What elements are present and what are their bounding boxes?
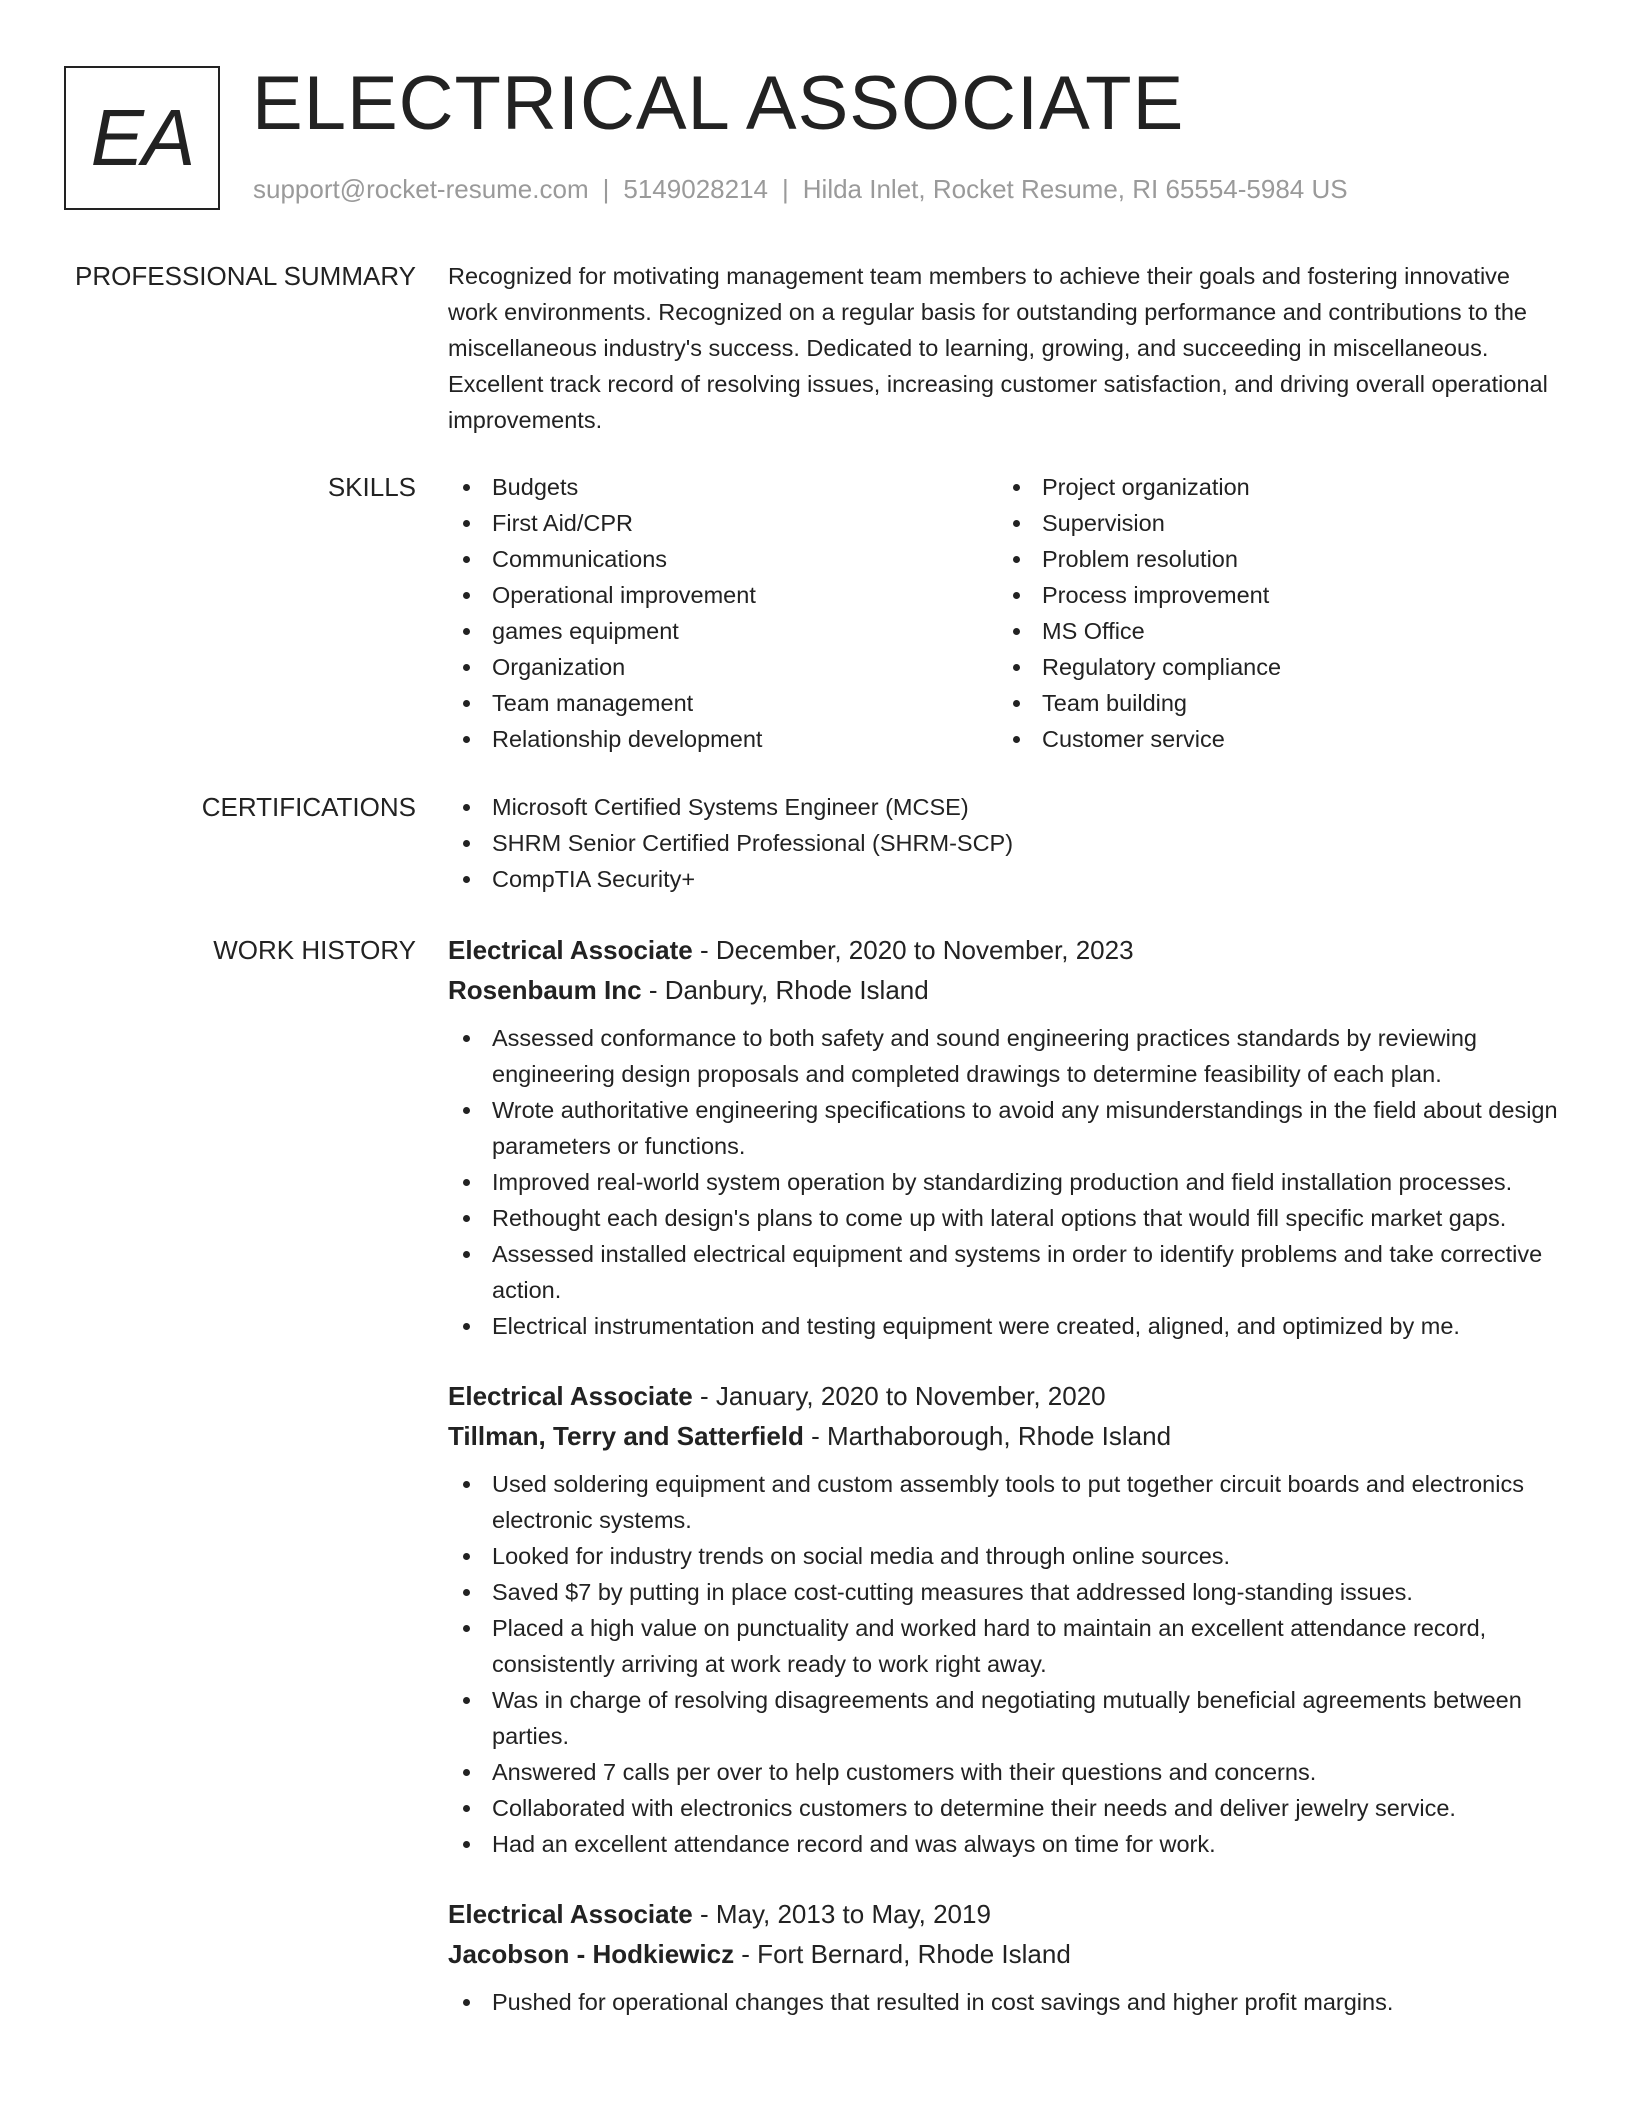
contact-phone: 5149028214: [623, 174, 768, 204]
job-bullet: Used soldering equipment and custom assembly tools to put together circuit boards and electronics electronic systems.: [448, 1466, 1558, 1538]
skill-item: Customer service: [998, 721, 1548, 757]
job-company: Rosenbaum Inc: [448, 975, 642, 1005]
job-bullet: Assessed installed electrical equipment and systems in order to identify problems and take corrective action.: [448, 1236, 1558, 1308]
summary-text: Recognized for motivating management team members to achieve their goals and fostering innovative work environments. Recognized on a regular basis for outstanding performance and contributions to the miscellaneous industry's success. Dedicated to learning, growing, and succeeding in miscellaneous. Excellent track record of resolving issues, increasing customer satisfaction, and driving overall operational improvements.: [448, 263, 1548, 433]
contact-separator: |: [602, 174, 610, 204]
job-title-line: [448, 1376, 1558, 1416]
skills-column-right: [998, 469, 1548, 757]
skill-item: Regulatory compliance: [998, 649, 1548, 685]
skills-column-left: [448, 469, 998, 757]
job-entry: [448, 1376, 1558, 1862]
job-title: Electrical Associate: [448, 1381, 693, 1411]
job-company-line: [448, 1934, 1558, 1974]
resume-header: [64, 61, 1564, 210]
skill-item: Process improvement: [998, 577, 1548, 613]
job-bullet: Electrical instrumentation and testing equipment were created, aligned, and optimized by me.: [448, 1308, 1558, 1344]
job-bullet: Had an excellent attendance record and was always on time for work.: [448, 1826, 1558, 1862]
job-bullet: Looked for industry trends on social media and through online sources.: [448, 1538, 1558, 1574]
skills-heading: SKILLS: [327, 472, 416, 502]
job-title-line: [448, 930, 1558, 970]
job-bullets: [448, 1020, 1558, 1344]
skill-item: Communications: [448, 541, 998, 577]
job-bullet: Answered 7 calls per over to help customers with their questions and concerns.: [448, 1754, 1558, 1790]
certifications-list: [448, 789, 1558, 897]
job-company: Tillman, Terry and Satterfield: [448, 1421, 804, 1451]
certification-item: Microsoft Certified Systems Engineer (MCSE): [448, 789, 1558, 825]
job-entry: [448, 1894, 1558, 2020]
job-bullet: Wrote authoritative engineering specifications to avoid any misunderstandings in the field about design parameters or functions.: [448, 1092, 1558, 1164]
job-company: Jacobson - Hodkiewicz: [448, 1939, 735, 1969]
job-bullet: Pushed for operational changes that resulted in cost savings and higher profit margins.: [448, 1984, 1558, 2020]
resume-name: ELECTRICAL ASSOCIATE: [252, 61, 1185, 146]
certifications-heading: CERTIFICATIONS: [201, 792, 416, 822]
job-dates: - May, 2013 to May, 2019: [692, 1899, 991, 1929]
job-bullet: Was in charge of resolving disagreements and negotiating mutually beneficial agreements between parties.: [448, 1682, 1558, 1754]
certification-item: CompTIA Security+: [448, 861, 1558, 897]
skill-item: Relationship development: [448, 721, 998, 757]
job-title-line: [448, 1894, 1558, 1934]
job-location: - Marthaborough, Rhode Island: [803, 1421, 1172, 1451]
contact-separator: |: [782, 174, 789, 204]
job-bullets: [448, 1466, 1558, 1862]
skill-item: Team management: [448, 685, 998, 721]
skill-item: Budgets: [448, 469, 998, 505]
job-title: Electrical Associate: [448, 1899, 693, 1929]
contact-email: support@rocket-resume.com: [253, 174, 589, 204]
job-location: - Danbury, Rhode Island: [641, 975, 929, 1005]
job-company-line: [448, 970, 1558, 1010]
skill-item: First Aid/CPR: [448, 505, 998, 541]
job-company-line: [448, 1416, 1558, 1456]
certification-item: SHRM Senior Certified Professional (SHRM-SCP): [448, 825, 1558, 861]
job-title: Electrical Associate: [448, 935, 693, 965]
skills-grid: [448, 469, 1558, 757]
job-bullet: Assessed conformance to both safety and sound engineering practices standards by reviewing engineering design proposals and completed drawings to determine feasibility of each plan.: [448, 1020, 1558, 1092]
contact-line: [253, 174, 1348, 205]
job-entry: [448, 930, 1558, 1344]
work-history-body: [448, 930, 1558, 2052]
skill-item: Organization: [448, 649, 998, 685]
summary-heading: PROFESSIONAL SUMMARY: [75, 261, 416, 291]
skill-item: Problem resolution: [998, 541, 1548, 577]
job-dates: - December, 2020 to November, 2023: [692, 935, 1134, 965]
job-bullet: Collaborated with electronics customers to determine their needs and deliver jewelry service.: [448, 1790, 1558, 1826]
skill-item: Team building: [998, 685, 1548, 721]
monogram-logo: EA: [64, 66, 220, 210]
job-bullets: [448, 1984, 1558, 2020]
job-bullet: Improved real-world system operation by standardizing production and field installation processes.: [448, 1164, 1558, 1200]
job-bullet: Saved $7 by putting in place cost-cutting measures that addressed long-standing issues.: [448, 1574, 1558, 1610]
work-history-heading: WORK HISTORY: [213, 935, 416, 965]
contact-address: Hilda Inlet, Rocket Resume, RI 65554-5984 US: [802, 174, 1348, 204]
job-location: - Fort Bernard, Rhode Island: [734, 1939, 1071, 1969]
job-bullet: Placed a high value on punctuality and worked hard to maintain an excellent attendance record, consistently arriving at work ready to work right away.: [448, 1610, 1558, 1682]
skill-item: MS Office: [998, 613, 1548, 649]
skill-item: Project organization: [998, 469, 1548, 505]
job-dates: - January, 2020 to November, 2020: [692, 1381, 1106, 1411]
job-bullet: Rethought each design's plans to come up with lateral options that would fill specific market gaps.: [448, 1200, 1558, 1236]
skill-item: Supervision: [998, 505, 1548, 541]
skill-item: Operational improvement: [448, 577, 998, 613]
skill-item: games equipment: [448, 613, 998, 649]
certifications-body: [448, 789, 1558, 897]
